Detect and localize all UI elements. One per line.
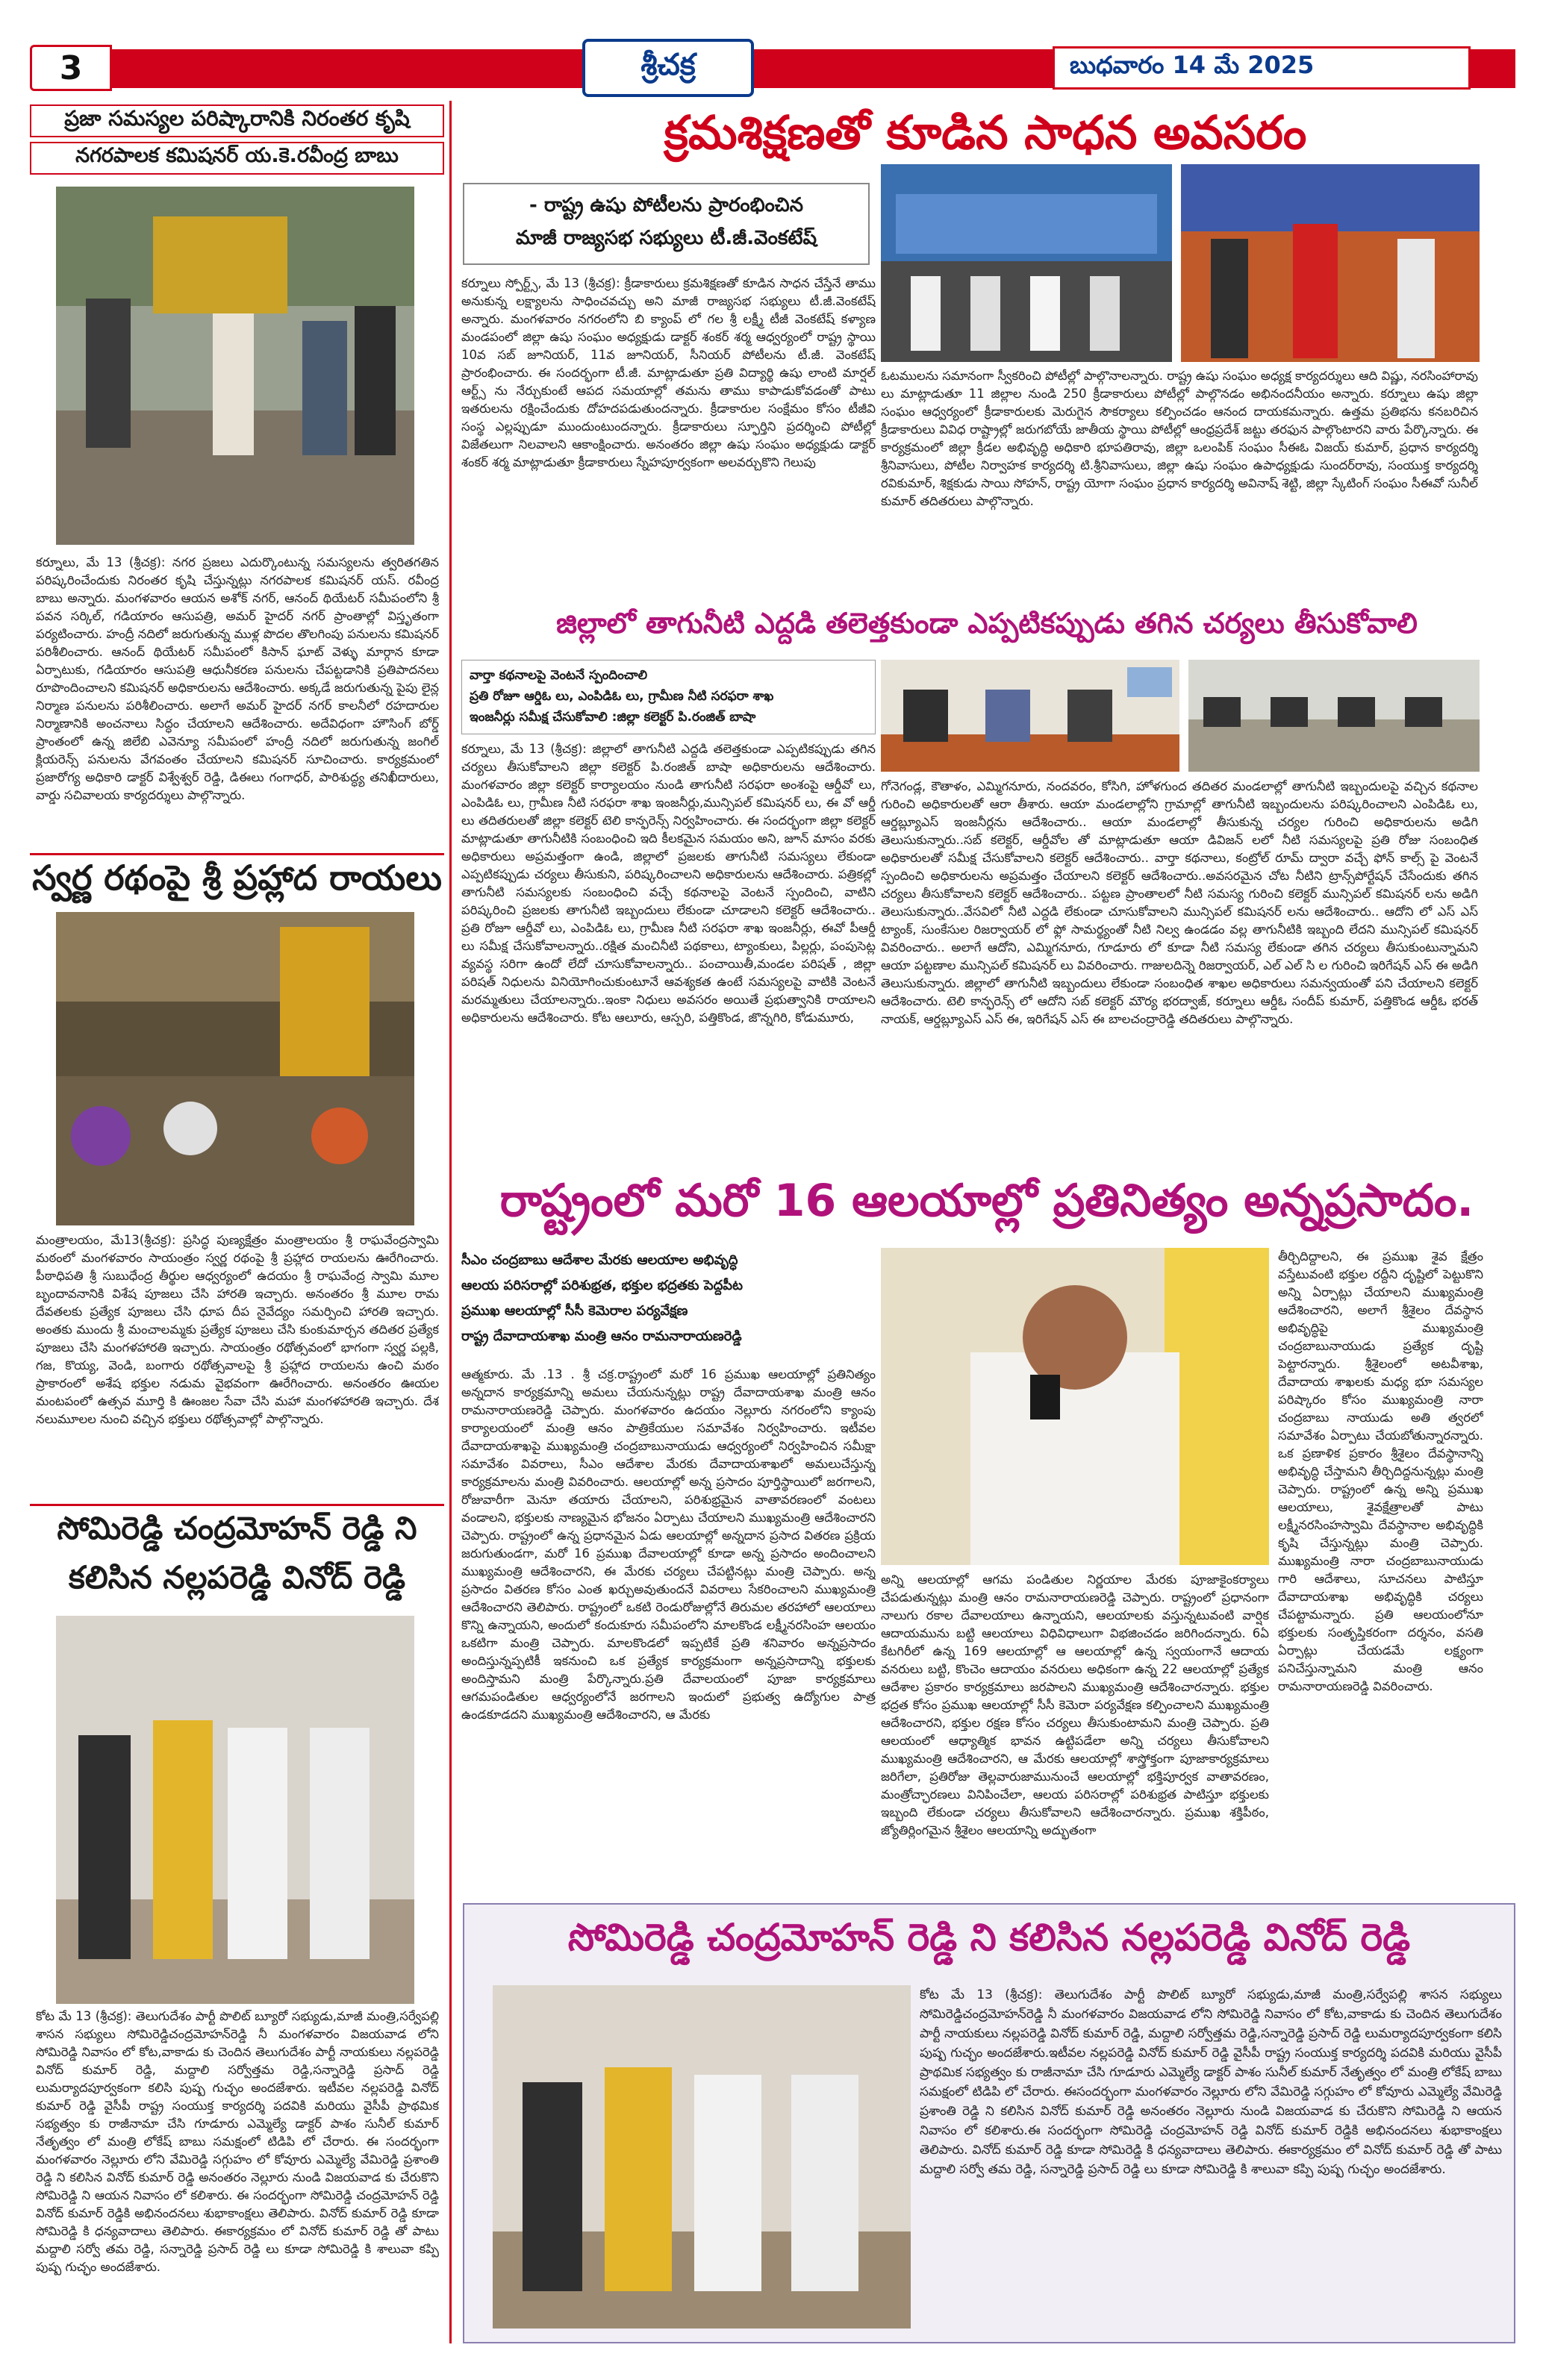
left-story3-body: కోట మే 13 (శ్రీచక్ర): తెలుగుదేశం పార్టీ పొలిట్ బ్యూరో సభ్యుడు,మాజీ మంత్రి,సర్వేపల్లి శాసన సభ్యులు సోమిరెడ్డిచంద్రమోహన్‌రెడ్డి నీ మంగళవారం విజయవాడ లోని సోమిరెడ్డి నివాసం లో కోట,వాకాడు కు చెందిన తెలుగుదేశం పార్టీ నాయకులు నల్లపరెడ్డి వినోద్ కుమార్ రెడ్డి, మద్దాలి సర్వోత్తమ రెడ్డి,సన్నారెడ్డి ప్రసాద్ రెడ్డి లుమర్యాదపూర్వకంగా కలిసి పుష్ప గుచ్ఛం అందజేశారు. ఇటీవల నల్లపరెడ్డి వినోద్ కుమార్ రెడ్డి వైసీపీ రాష్ట్ర సంయుక్త కార్యదర్శి పదవికి మరియు వైసీపీ ప్రాథమిక సభ్యత్వం కు రాజీనామా చేసి గూడూరు ఎమ్మెల్యే డాక్టర్ పాశం సునీల్ కుమార్ నేతృత్వం లో మంత్రి లోకేష్ బాబు సమక్షంలో టిడిపి లో చేరారు. ఈ సందర్భంగా మంగళవారం నెల్లూరు లోని వేమిరెడ్డి సగ్గుహం లో కోవూరు ఎమ్మెల్యే వేమిరెడ్డి ప్రశాంతి రెడ్డి ని కలిసిన వినోద్ కుమార్ రెడ్డి అనంతరం నెల్లూరు నుండి విజయవాడ కు చేరుకొని సోమిరెడ్డి ని ఆయన నివాసం లో కలిశారు. ఈ సందర్భంగా సోమిరెడ్డి చంద్రమోహన్ రెడ్డి వినోద్ కుమార్ రెడ్డికి అభినందనలు శుభాకాంక్షలు తెలిపారు. వినోద్ కుమార్ రెడ్డి కూడా సోమిరెడ్డి కి ధన్యవాదాలు తెలిపారు. ఈకార్యక్రమం లో వినోద్ కుమార్ రెడ్డి తో పాటు మద్దాలి సర్వో తమ రెడ్డి, సన్నారెడ్డి ప్రసాద్ రెడ్డి లు కూడా సోమిరెడ్డి కి శాలువా కప్పి పుష్ప గుచ్ఛం అందజేశారు. xyxy=(36,2009,439,2274)
water-kicker-line1: వార్తా కథనాలపై వెంటనే స్పందించాలి xyxy=(470,668,648,683)
left-divider-1 xyxy=(30,853,444,855)
masthead-text: శ్రీచక్ర xyxy=(640,46,696,82)
annaprasadam-kicker-line1: సీఎం చంద్రబాబు ఆదేశాల మేరకు ఆలయాల అభివృద్ధి xyxy=(461,1252,738,1268)
left-story3-headline-line1: సోమిరెడ్డి చంద్రమోహన్ రెడ్డి ని xyxy=(57,1510,417,1546)
left-story1-headline-box xyxy=(30,104,444,137)
column-divider xyxy=(449,101,452,2343)
left-story1-body: కర్నూలు, మే 13 (శ్రీచక్ర): నగర ప్రజలు ఎదుర్కొంటున్న సమస్యలను త్వరితగతిన పరిష్కరించేందుకు నిరంతర కృషి చేస్తున్నట్లు నగరపాలక కమిషనర్ యస్. రవీంద్ర బాబు అన్నారు. మంగళవారం ఆయన అశోక్ నగర్, ఆనంద్ థియేటర్ సమీపంలోని శ్రీ పవన సర్కిల్, గడియారం ఆసుపత్రి, అమర్ హైదర్ నగర్ ప్రాంతాల్లో విస్తృతంగా పర్యటించారు. హంద్రీ నదిలో జరుగుతున్న ముళ్ల పొదల తొలగింపు పనులను కమిషనర్ పరిశీలించారు. ఆనంద్ థియేటర్ సమీపంలో కిసాన్ ఘాట్ వెళ్ళు మార్గాన కూడా ఏర్పాటుకు, గడియారం ఆసుపత్రి ఆధునీకరణ పనులను చేపట్టడానికి ప్రతిపాదనలు రూపొందించాలని కమిషనర్ అధికారులను ఆదేశించారు. అక్కడే జరుగుతున్న పైపు లైన్ల నిర్మాణ పనులను పరిశీలించారు. అలాగే అమర్ హైదర్ నగర్ కాలనీలో రహదారుల నిర్మాణానికి అంచనాలు సిద్ధం చేయాలని ఆదేశించారు. అదేవిధంగా హౌసింగ్ బోర్డ్ ప్రాంతంలో ఉన్న జిలేబి ఎవెన్యూ సమీపంలో హంద్రీ నదిలో జరుగుతున్న జంగిల్ క్లియరెన్స్ పనులను వేగవంతం చేయాలని కమిషనర్ సూచించారు. కార్యక్రమంలో ప్రజారోగ్య అధికారి డాక్టర్ విశ్వేశ్వర్ రెడ్డి, డిఈలు గంగాధర్, పారిశుద్ధ్య తనిఖీదారులు, వార్డు సచివాలయ కార్యదర్శులు పాల్గొన్నారు. xyxy=(36,555,439,802)
annaprasadam-kicker-box xyxy=(461,1248,876,1360)
wushu-inauguration-photo xyxy=(881,164,1172,362)
water-kicker-line3: ఇంజనీర్లు సమీక్ష చేసుకోవాలి :జిల్లా కలెక్టర్ పి.రంజిత్ బాషా xyxy=(470,710,756,725)
water-kicker-box xyxy=(461,660,876,734)
water-headline: జిల్లాలో తాగునీటి ఎద్దడి తలెత్తకుండా ఎప్పటికప్పుడు తగిన చర్యలు తీసుకోవాలి xyxy=(556,607,1418,640)
bottom-body: కోట మే 13 (శ్రీచక్ర): తెలుగుదేశం పార్టీ పొలిట్ బ్యూరో సభ్యుడు,మాజీ మంత్రి,సర్వేపల్లి శాసన సభ్యులు సోమిరెడ్డిచంద్రమోహన్‌రెడ్డి నీ మంగళవారం విజయవాడ లోని సోమిరెడ్డి నివాసం లో కోట,వాకాడు కు చెందిన తెలుగుదేశం పార్టీ నాయకులు నల్లపరెడ్డి వినోద్ కుమార్ రెడ్డి, మద్దాలి సర్వోత్తమ రెడ్డి,సన్నారెడ్డి ప్రసాద్ రెడ్డి లుమర్యాదపూర్వకంగా కలిసి పుష్ప గుచ్ఛం అందజేశారు.ఇటీవల నల్లపరెడ్డి వినోద్ కుమార్ రెడ్డి వైసీపీ రాష్ట్ర సంయుక్త కార్యదర్శి పదవికి మరియు వైసీపీ ప్రాథమిక సభ్యత్వం కు రాజీనామా చేసి గూడూరు ఎమ్మెల్యే డాక్టర్ పాశం సునీల్ కుమార్ నేతృత్వం లో మంత్రి లోకేష్ బాబు సమక్షంలో టిడిపి లో చేరారు. ఈసందర్భంగా మంగళవారం నెల్లూరు లోని వేమిరెడ్డి సగ్గుహం లో కోవూరు ఎమ్మెల్యే వేమిరెడ్డి ప్రశాంతి రెడ్డి ని కలిసిన వినోద్ కుమార్ రెడ్డి అనంతరం నెల్లూరు నుండి విజయవాడ కు చేరుకొని సోమిరెడ్డి ని ఆయన నివాసం లో కలిశారు.ఈ సందర్భంగా సోమిరెడ్డి చంద్రమోహన్ రెడ్డి వినోద్ కుమార్ రెడ్డికి అభినందనలు శుభాకాంక్షలు తెలిపారు. వినోద్ కుమార్ రెడ్డి కూడా సోమిరెడ్డి కి ధన్యవాదాలు తెలిపారు. ఈకార్యక్రమం లో వినోద్ కుమార్ రెడ్డి తో పాటు మద్దాలి సర్వో తమ రెడ్డి, సన్నారెడ్డి ప్రసాద్ రెడ్డి లు కూడా సోమిరెడ్డి కి శాలువా కప్పి పుష్ప గుచ్ఛం అందజేశారు. xyxy=(920,1987,1502,2177)
left-divider-2 xyxy=(30,1504,444,1506)
sports-kicker-line1: - రాష్ట్ర ఉషు పోటీలను ప్రారంభించిన xyxy=(529,194,803,216)
sports-kicker-line2: మాజీ రాజ్యసభ సభ్యులు టీ.జీ.వెంకటేష్ xyxy=(515,227,817,249)
leaders-meeting-photo-bottom xyxy=(493,1985,911,2329)
water-body-left: కర్నూలు, మే 13 (శ్రీచక్ర): జిల్లాలో తాగునీటి ఎద్దడి తలెత్తకుండా ఎప్పటికప్పుడు తగిన చర్యలు తీసుకోవాలని జిల్లా కలెక్టర్ పి.రంజిత్ బాషా అధికారులను ఆదేశించారు. మంగళవారం జిల్లా కలెక్టర్ కార్యాలయం నుండి తాగునీటి సరఫరా అంశంపై ఆర్డీవో లు, ఎంపిడిఓ లు, గ్రామీణ నీటి సరఫరా శాఖ ఇంజనీర్లు,మున్సిపల్ కమిషనర్ లు, ఈ వో ఆర్డీ లు తదితరులతో జిల్లా కలెక్టర్ టెలి కాన్ఫరెన్స్ నిర్వహించారు. ఈ సందర్భంగా జిల్లా కలెక్టర్ మాట్లాడుతూ తాగునీటికి సంబంధించి ఇది కీలకమైన సమయం అని, జూన్ మాసం వరకు అధికారులు అప్రమత్తంగా ఉండి, జిల్లాలో ప్రజలకు తాగునీటి సమస్యలు లేకుండా ఎప్పటికప్పుడు చర్యలు తీసుకుని, పరిష్కరించాలని అధికారులను ఆదేశించారు. పత్రికల్లో తాగునీటి సమస్యలకు సంబంధించి వచ్చే కథనాలపై వెంటనే స్పందించి, వాటిని పరిష్కరించి ప్రజలకు తాగునీటి ఇబ్బందులు లేకుండా చూడాలని కలెక్టర్ ఆదేశించారు.. ప్రతి రోజూ ఆర్డీవో లు, ఎంపిడిఓ లు, గ్రామీణ నీటి సరఫరా శాఖ ఇంజనీర్లు, ఈవో పీఆర్డీ లు సమీక్ష చేసుకోవాలన్నారు..రక్షిత మంచినీటి పథకాలు, ట్యాంకులు, పిల్లర్లు, పంపుసెట్ల వ్యవస్థ సరిగా ఉందో లేదో చూసుకోవాలన్నారు.. పంచాయితీ,మండల పరిషత్ , జిల్లా పరిషత్ నిధులను వినియోగించుకుంటూనే ఆవశ్యకత ఉంటే సమస్యలపై వాటికి వెంటనే మరమ్మతులు చేయాలన్నారు..ఇంకా నిధులు అవసరం అయితే ప్రభుత్వానికి రాయాలని అధికారులను ఆదేశించారు. కోట ఆలూరు, ఆస్పరి, పత్తికొండ, జొన్నగిరి, కోడుమూరు, xyxy=(461,742,876,1025)
sports-headline: క్రమశిక్షణతో కూడిన సాధన అవసరం xyxy=(664,105,1307,160)
left-story3-headline-line2: కలిసిన నల్లపరెడ్డి వినోద్ రెడ్డి xyxy=(68,1559,406,1596)
left-story2-body: మంత్రాలయం, మే13(శ్రీచక్ర): ప్రసిద్ధ పుణ్యక్షేత్రం మంత్రాలయం శ్రీ రాఘవేంద్రస్వామి మఠంలో మంగళవారం సాయంత్రం స్వర్ణ రథంపై శ్రీ ప్రహ్లాద రాయలను ఊరేగించారు. పీఠాధిపతి శ్రీ సుబుధేంద్ర తీర్థుల ఆధ్వర్యంలో ఉదయం శ్రీ రాఘవేంద్ర స్వామి మూల బృందావనానికి విశేష పూజలు చేసి హారతి ఇచ్చారు. అనంతరం శ్రీ మూల రామ దేవతలకు ప్రత్యేక పూజలు చేసి ధూప దీప నైవేద్యం సమర్పించి హారతి ఇచ్చారు. అంతకు ముందు శ్రీ మంచాలమ్మకు ప్రత్యేక పూజలు చేసి కుంకుమార్చన తదితర ప్రత్యేక పూజలు చేసి మంగళహారతి ఇచ్చారు. సాయంత్రం రథోత్సవంలో భాగంగా స్వర్ణ పల్లకి, గజ, కొయ్య, వెండి, బంగారు రథోత్సవాలపై శ్రీ ప్రహ్లాద రాయలను ఉంచి మఠం ప్రాకారంలో అశేష భక్తుల నడుమ వైభవంగా ఊరేగించారు. అనంతరం ఊయల మంటపంలో ఉత్సవ మూర్తి కి ఊంజల సేవా చేసి మహా మంగళహారతి ఇచ్చారు. దేశ నలుమూలల నుంచి వచ్చిన భక్తులు రథోత్సవాల్లో పాల్గొన్నారు. xyxy=(36,1233,439,1426)
annaprasadam-body-right: తీర్చిదిద్దాలని, ఈ ప్రముఖ శైవ క్షేత్రం వస్తేటువంటి భక్తుల రద్దీని దృష్టిలో పెట్టుకొని అన్ని ఏర్పాట్లు చేయాలని ముఖ్యమంత్రి ఆదేశించారని, అలాగే శ్రీశైలం దేవస్థాన అభివృద్ధిపై ముఖ్యమంత్రి చంద్రబాబునాయుడు ప్రత్యేక దృష్టి పెట్టారన్నారు. శ్రీశైలంలో అటవీశాఖ, దేవాదాయ శాఖలకు మధ్య భూ సమస్యల పరిష్కారం కోసం ముఖ్యమంత్రి నారా చంద్రబాబు నాయుడు అతి త్వరలో సమావేశం ఏర్పాటు చేయబోతున్నారన్నారు. ఒక ప్రణాళిక ప్రకారం శ్రీశైలం దేవస్థానాన్ని అభివృద్ధి చేస్తామని తీర్చిదిద్దనున్నట్లు మంత్రి చెప్పారు. రాష్ట్రంలో ఉన్న అన్ని ప్రముఖ ఆలయాలు, శైవక్షేత్రాలతో పాటు లక్ష్మీనరసింహస్వామి దేవస్థానాల అభివృద్ధికి కృషి చేస్తున్నట్లు మంత్రి చెప్పారు. ముఖ్యమంత్రి నారా చంద్రబాబునాయుడు గారి ఆదేశాలు, సూచనలు పాటిస్తూ దేవాదాయశాఖ అభివృద్ధికి చర్యలు చేపట్టామన్నారు. ప్రతి ఆలయంలోనూ భక్తులకు సంతృప్తికరంగా దర్శనం, వసతి ఏర్పాట్లు చేయడమే లక్ష్యంగా పనిచేస్తున్నామని మంత్రి ఆనం రామనారాయణరెడ్డి వివరించారు. xyxy=(1278,1249,1483,1693)
commissioner-inspection-photo xyxy=(56,187,414,545)
sports-body-left: కర్నూలు స్పోర్ట్స్, మే 13 (శ్రీచక్ర): క్రీడాకారులు క్రమశిక్షణతో కూడిన సాధన చేస్తేనే తాము అనుకున్న లక్ష్యాలను సాధించవచ్చు అని మాజీ రాజ్యసభ సభ్యులు టీ.జీ.వెంకటేష్ అన్నారు. మంగళవారం నగరంలోని బి క్యాంప్ లో గల శ్రీ లక్ష్మీ టీజీ వెంకటేష్ కళ్యాణ మండపంలో జిల్లా ఉషు సంఘం అధ్యక్షుడు డాక్టర్ శంకర్ శర్మ ఆధ్వర్యంలో రాష్ట్ర స్థాయి 10వ సబ్ జూనియర్, 11వ జూనియర్, సీనియర్ పోటీలను టీ.జీ. వెంకటేష్ ప్రారంభించారు. ఈ సందర్భంగా టీ.జీ. మాట్లాడుతూ ప్రతి విద్యార్థి ఉషు లాంటి మార్షల్ ఆర్ట్స్ ను నేర్చుకుంటే ఆపద సమయాల్లో తమను తాము కాపాడుకోవడంతో పాటు ఇతరులను రక్షించేందుకు దోహదపడుతుందన్నారు. క్రీడాకారుల సంక్షేమం కోసం టీజీవి సంస్థ ఎల్లప్పుడూ ముందుంటుందన్నారు. క్రీడాకారులు స్ఫూర్తిని ప్రదర్శించి పోటీల్లో విజేతలుగా నిలవాలని ఆకాంక్షించారు. అనంతరం జిల్లా ఉషు సంఘం అధ్యక్షుడు డాక్టర్ శంకర్ శర్మ మాట్లాడుతూ క్రీడాకారులు స్నేహపూర్వకంగా అలవర్చుకొని గెలుపు xyxy=(461,276,876,469)
annaprasadam-kicker-line3: ప్రముఖ ఆలయాల్లో సీసీ కెమెరాల పర్యవేక్షణ xyxy=(461,1303,688,1319)
issue-date: బుధవారం 14 మే 2025 xyxy=(1053,46,1471,90)
left-story2-headline: స్వర్ణ రథంపై శ్రీ ప్రహ్లాద రాయలు xyxy=(32,858,442,898)
wushu-athletes-photo xyxy=(1181,164,1480,362)
left-story3-headline-line2-box xyxy=(30,1558,444,1605)
bottom-headline: సోమిరెడ్డి చంద్రమోహన్ రెడ్డి ని కలిసిన నల్లపరెడ్డి వినోద్ రెడ్డి xyxy=(567,1915,1411,1959)
leaders-meeting-photo-left xyxy=(56,1616,414,2004)
left-story2-headline-box xyxy=(30,858,444,906)
annaprasadam-headline-box xyxy=(457,1170,1517,1242)
left-story1-headline: ప్రజా సమస్యల పరిష్కారానికి నిరంతర కృషి xyxy=(64,106,410,131)
annaprasadam-headline: రాష్ట్రంలో మరో 16 ఆలయాల్లో ప్రతినిత్యం అన్నప్రసాదం. xyxy=(499,1175,1474,1227)
annaprasadam-kicker-line2: ఆలయ పరిసరాల్లో పరిశుభ్రత, భక్తుల భద్రతకు పెద్దపీట xyxy=(461,1278,743,1293)
collector-teleconference-photo xyxy=(881,660,1179,772)
water-body-right: గోనెగండ్ల, కౌతాళం, ఎమ్మిగనూరు, నందవరం, కోసిగి, హోళగుంద తదితర మండలాల్లో తాగునీటి ఇబ్బందులపై వచ్చిన కథనాల గురించి అధికారులతో ఆరా తీశారు. ఆయా మండలాల్లోని గ్రామాల్లో తాగునీటి ఇబ్బందులను పరిష్కరించాలని ఎంపిడిఓ లు, ఆర్డబ్ల్యూఎస్ ఇంజనీర్లను ఆదేశించారు.. ఆయా మండలాల్లో తీసుకున్న చర్యల గురించి అధికారులను అడిగి తెలుసుకున్నారు..సబ్ కలెక్టర్, ఆర్డీవోల తో మాట్లాడుతూ ఆయా డివిజన్ లలో నీటి సమస్యలపై ప్రతి రోజు సంబంధిత అధికారులతో సమీక్ష చేసుకోవాలని కలెక్టర్ ఆదేశించారు.. వార్తా కథనాలు, కంట్రోల్ రూమ్ ద్వారా వచ్చే ఫోన్ కాల్స్ పై వెంటనే స్పందించి అధికారులను అప్రమత్తం చేయాలని కలెక్టర్ ఆదేశించారు..అవసరమైన చోట నీటిని ట్రాన్స్‌పోర్టేషన్ చేసేందుకు తగిన చర్యలు తీసుకోవాలని కలెక్టర్ ఆదేశించారు.. పట్టణ ప్రాంతాలలో నీటి సమస్య గురించి కలెక్టర్ మున్సిపల్ కమిషనర్ లను అడిగి తెలుసుకున్నారు..వేసవిలో నీటి ఎద్దడి లేకుండా చూసుకోవాలని మున్సిపల్ కమిషనర్ లను ఆదేశించారు.. ఆదోని లో ఎస్ ఎస్ ట్యాంక్, సుంకేసుల రిజర్వాయర్ లో ఫ్లో సామర్థ్యంతో నీటి నిల్వ ఉండడం వల్ల తాగునీటికి ఇబ్బంది లేదని మున్సిపల్ కమిషనర్ వివరించారు.. అలాగే ఆదోని, ఎమ్మిగనూరు, గూడూరు లో కూడా నీటి సమస్య లేకుండా తగిన చర్యలు తీసుకుంటున్నామని ఆయా పట్టణాల మున్సిపల్ కమిషనర్ లు వివరించారు. గాజులదిన్నె రిజర్వాయర్, ఎల్ ఎల్ సి ల గురించి ఇరిగేషన్ ఎస్ ఈ అడిగి తెలుసుకున్నారు. జిల్లాలో తాగునీటి ఇబ్బందులు లేకుండా సంబంధిత శాఖల అధికారులు సమన్వయంతో పని చేయాలని కలెక్టర్ ఆదేశించారు. టెలి కాన్ఫరెన్స్ లో ఆదోని సబ్ కలెక్టర్ మౌర్య భరద్వాజ్, కర్నూలు ఆర్డీఓ సందీప్ కుమార్, పత్తికొండ ఆర్డీఓ భరత్ నాయక్, ఆర్డబ్ల్యూఎస్ ఎస్ ఈ, ఇరిగేషన్ ఎస్ ఈ బాలచంద్రారెడ్డి తదితరులు పాల్గొన్నారు. xyxy=(881,779,1478,1026)
control-room-photo xyxy=(1188,660,1480,772)
masthead-logo xyxy=(582,39,754,97)
sports-kicker-box xyxy=(463,183,870,265)
left-story1-subhead-box xyxy=(30,142,444,175)
annaprasadam-body-left: ఆత్మకూరు. మే .13 . శ్రీ చక్ర.రాష్ట్రంలో మరో 16 ప్రముఖ ఆలయాల్లో ప్రతినిత్యం అన్నదాన కార్యక్రమాన్ని అమలు చేయనున్నట్లు రాష్ట్ర దేవాదాయశాఖ మంత్రి ఆనం రామనారాయణరెడ్డి చెప్పారు. మంగళవారం ఉదయం నెల్లూరు నగరంలోని క్యాంపు కార్యాలయంలో మంత్రి ఆనం పాత్రికేయుల సమావేశం నిర్వహించారు. ఇటీవల దేవాదాయశాఖపై ముఖ్యమంత్రి చంద్రబాబునాయుడు ఆధ్వర్యంలో నిర్వహించిన సమీక్షా సమావేశం వివరాలు, సీఎం ఆదేశాల మేరకు దేవాదాయశాఖలో అమలుచేస్తున్న కార్యక్రమాలను మంత్రి వివరించారు. ఆలయాల్లో అన్న ప్రసాదం పూర్తిస్థాయిలో జరగాలని, రోజువారీగా మెనూ తయారు చేయాలని, పరిశుభ్రమైన వాతావరణంలో వంటలు వండాలని, భక్తులకు నాణ్యమైన భోజనం ఏర్పాటు చేయాలని ముఖ్యమంత్రి ఆదేశించారని చెప్పారు. రాష్ట్రంలో ఉన్న ప్రధానమైన ఏడు ఆలయాల్లో అన్నదాన ప్రసాద వితరణ ప్రక్రియ జరుగుతుండగా, మరో 16 ప్రముఖ దేవాలయాల్లో కూడా అన్న ప్రసాదం అందించాలని ముఖ్యమంత్రి ఆదేశించారని, ఈ మేరకు చర్యలు చేపట్టినట్లు మంత్రి చెప్పారు. అన్న ప్రసాదం వితరణ కోసం ఎంత ఖర్చుఅవుతుందనే వివరాలు సేకరించాలని ముఖ్యమంత్రి ఆదేశించారని తెలిపారు. రాష్ట్రంలో ఒకటి రెండురోజుల్లోనే తిరుమల తరహాలో ఆలయాలు కొన్ని ఉన్నాయని, అందులో కందుకూరు సమీపంలోని మాలకొండ లక్ష్మీనరసింహ ఆలయం ఒకటిగా మంత్రి చెప్పారు. మాలకొండలో ఇప్పటికే ప్రతి శనివారం అన్నప్రసాదం అందిస్తున్నప్పటికీ ఇకనుంచి ఒక ప్రత్యేక కార్యక్రమంగా అన్నప్రసాదాన్ని భక్తులకు అందిస్తామని మంత్రి పేర్కొన్నారు.ప్రతి దేవాలయంలో పూజా కార్యక్రమాలు ఆగమపండితుల ఆధ్వర్యంలోనే జరగాలని ఇందులో ప్రభుత్వ ఉద్యోగుల పాత్ర ఉండకూడదని ముఖ్యమంత్రి ఆదేశించారని, ఆ మేరకు xyxy=(461,1367,876,1722)
left-story1-subhead: నగరపాలక కమిషనర్ య.కె.రవీంద్ర బాబు xyxy=(75,144,399,167)
water-headline-box xyxy=(457,601,1517,653)
page-header xyxy=(30,45,1515,91)
golden-chariot-photo xyxy=(56,912,414,1225)
bottom-headline-box xyxy=(470,1911,1508,1973)
minister-press-photo xyxy=(881,1248,1269,1565)
annaprasadam-body-mid: అన్ని ఆలయాల్లో ఆగమ పండితుల నిర్ణయాల మేరకు పూజాకైంకర్యాలు చేపడుతున్నట్లు మంత్రి ఆనం రామనారాయణరెడ్డి చెప్పారు. రాష్ట్రంలో ప్రధానంగా నాలుగు రకాల దేవాలయాలు ఉన్నాయని, ఆలయాలకు వస్తున్నటువంటి వార్షిక ఆదాయమును బట్టి ఆలయాలు విధివిధాలుగా విభజించడం జరిగిందన్నారు. 6ఏ కేటగిరీలో ఉన్న 169 ఆలయాల్లో ఆ ఆలయాల్లో ఉన్న స్వయంగానే ఆదాయ వనరులు బట్టి, కొంచెం ఆదాయం వనరులు అధికంగా ఉన్న 22 ఆలయాల్లో ప్రత్యేక ఆదేశాల ప్రకారం కార్యక్రమాలు జరపాలని ముఖ్యమంత్రి ఆదేశించారన్నారు. భక్తుల భద్రత కోసం ప్రముఖ ఆలయాల్లో సీసీ కెమెరా పర్యవేక్షణ కల్పించాలని ముఖ్యమంత్రి ఆదేశించారని, భక్తుల రక్షణ కోసం చర్యలు తీసుకుంటామని మంత్రి చెప్పారు. ప్రతి ఆలయంలో ఆధ్యాత్మిక భావన ఉట్టిపడేలా అన్ని చర్యలు తీసుకోవాలని ముఖ్యమంత్రి ఆదేశించారని, ఆ మేరకు ఆలయాల్లో శాస్త్రోక్తంగా పూజాకార్యక్రమాలు జరిగేలా, ప్రతిరోజు తెల్లవారుజామునుంచే ఆలయాల్లో భక్తిపూర్వక వాతావరణం, మంత్రోచ్ఛారణలు వినిపించేలా, ఆలయ పరిసరాల్లో పరిశుభ్రత పాటిస్తూ భక్తులకు ఇబ్బంది లేకుండా చర్యలు తీసుకోవాలని ఆదేశించారన్నారు. ప్రముఖ శక్తిపీఠం, జ్యోతిర్లింగమైన శ్రీశైలం ఆలయాన్ని అద్భుతంగా xyxy=(881,1572,1269,1837)
sports-body-right: ఓటములను సమానంగా స్వీకరించి పోటీల్లో పాల్గొనాలన్నారు. రాష్ట్ర ఉషు సంఘం అధ్యక్ష కార్యదర్శులు ఆది విష్ణు, నరసింహారావు లు మాట్లాడుతూ 11 జిల్లాల నుండి 250 క్రీడాకారులు పోటీల్లో పాల్గొనడం అభినందనీయం అన్నారు. కర్నూలు ఉషు జిల్లా సంఘం ఆధ్వర్యంలో క్రీడాకారులకు మెరుగైన సౌకర్యాలు కల్పించడం ఆనంద దాయకమన్నారు. ఉత్తమ ప్రతిభను కనబరిచిన క్రీడాకారులు వివిధ రాష్ట్రాల్లో జరుగబోయే జాతీయ స్థాయి పోటీల్లో ఆంధ్రప్రదేశ్ జట్టు తరఫున పాల్గొంటారని వారు పేర్కొన్నారు. ఈ కార్యక్రమంలో జిల్లా క్రీడల అభివృద్ధి అధికారి భూపతిరావు, జిల్లా ఒలంపిక్ సంఘం సీఈఓ విజయ్ కుమార్, ప్రధాన కార్యదర్శి శ్రీనివాసులు, పోటీల నిర్వాహక కార్యదర్శి టి.శ్రీనివాసులు, జిల్లా ఉషు సంఘం ఉపాధ్యక్షుడు సుందర్‌రావు, సంయుక్త కార్యదర్శి రవికుమార్, శిక్షకుడు సాయి సోహన్, రాష్ట్ర యోగా సంఘం ప్రధాన కార్యదర్శి అవినాష్ శెట్టి, జిల్లా స్కేటింగ్ సంఘం సీఈవో సునీల్ కుమార్ తదితరులు పాల్గొన్నారు. xyxy=(881,369,1478,508)
left-story3-headline-line1-box xyxy=(30,1509,444,1555)
annaprasadam-kicker-line4: రాష్ట్ర దేవాదాయశాఖ మంత్రి ఆనం రామనారాయణరెడ్డి xyxy=(461,1328,742,1344)
water-kicker-line2: ప్రతి రోజూ ఆర్డిఓ లు, ఎంపిడిఓ లు, గ్రామీణ నీటి సరఫరా శాఖ xyxy=(470,689,774,704)
page-number: 3 xyxy=(30,45,112,91)
